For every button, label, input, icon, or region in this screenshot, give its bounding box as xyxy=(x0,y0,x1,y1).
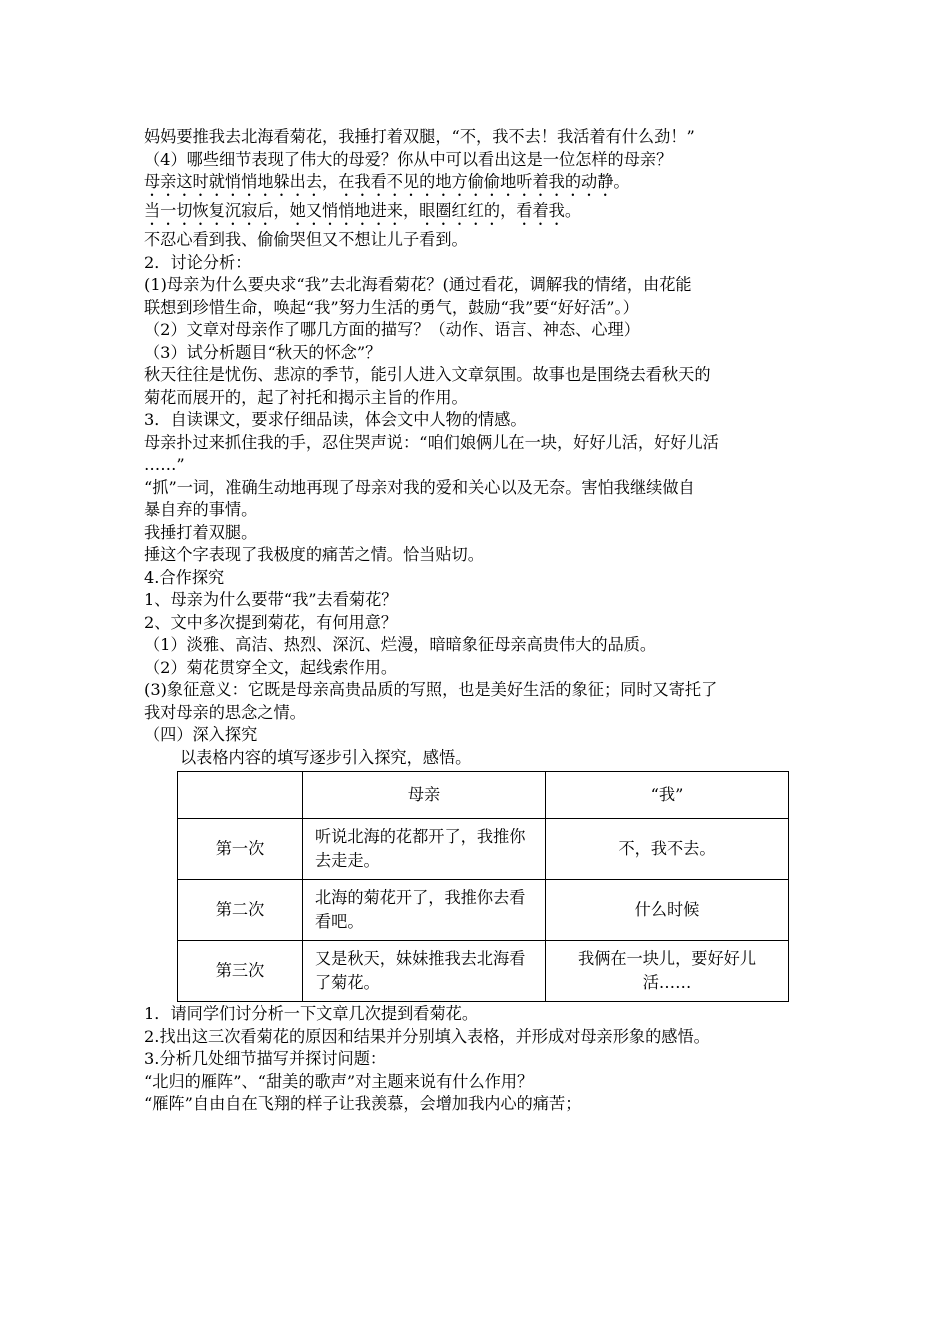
text-line: ……” xyxy=(144,455,185,474)
table-intro: 以表格内容的填写逐步引入探究，感悟。 xyxy=(180,747,472,767)
table-header-cell: 母亲 xyxy=(303,772,546,819)
table-cell: 不，我不去。 xyxy=(546,819,789,880)
text-line: （3）试分析题目“秋天的怀念”？ xyxy=(144,342,382,362)
table-cell: 第三次 xyxy=(178,941,303,1002)
section-heading: （四）深入探究 xyxy=(144,725,258,744)
text-line: (1)母亲为什么要央求“我”去北海看菊花？(通过看花，调解我的情绪，由花能 xyxy=(144,275,692,294)
text-line: 3.分析几处细节描写并探讨问题： xyxy=(144,1049,387,1068)
table-cell: 什么时候 xyxy=(546,880,789,941)
text-line: （4）哪些细节表现了伟大的母爱？你从中可以看出这是一位怎样的母亲？ xyxy=(144,149,673,169)
text-line: (3)象征意义：它既是母亲高贵品质的写照，也是美好生活的象征；同时又寄托了 xyxy=(144,680,718,699)
table-row xyxy=(178,819,789,880)
section-heading: 3．自读课文，要求仔细品读，体会文中人物的情感。 xyxy=(144,410,527,429)
text-line: 我捶打着双腿。 xyxy=(144,522,258,542)
table-cell: 北海的菊花开了，我推你去看看吧。 xyxy=(303,880,546,941)
text-line: 捶这个字表现了我极度的痛苦之情。恰当贴切。 xyxy=(144,545,484,564)
text-line: 1、母亲为什么要带“我”去看菊花？ xyxy=(144,590,398,609)
table-cell: 第一次 xyxy=(178,819,303,880)
text-line: 菊花而展开的，起了衬托和揭示主旨的作用。 xyxy=(144,387,468,407)
text-line: 母亲这时就悄悄地躲出去，在我看不见的地方偷偷地听着我的动静。 xyxy=(144,172,630,191)
document-page xyxy=(144,126,814,1116)
text-line: 当一切恢复沉寂后，她又悄悄地进来，眼圈红红的，看着我。 xyxy=(144,201,582,220)
table-cell: 第二次 xyxy=(178,880,303,941)
text-line: 2、文中多次提到菊花，有何用意？ xyxy=(144,612,398,632)
text-line: 暴自弃的事情。 xyxy=(144,500,258,519)
table-row xyxy=(178,880,789,941)
section-heading: 4.合作探究 xyxy=(144,567,225,587)
table-cell: 听说北海的花都开了，我推你去走走。 xyxy=(303,819,546,880)
text-line: 我对母亲的思念之情。 xyxy=(144,702,306,722)
text-line: 不忍心看到我、偷偷哭但又不想让儿子看到。 xyxy=(144,230,468,249)
table-row xyxy=(178,941,789,1002)
table-cell: 又是秋天，妹妹推我去北海看了菊花。 xyxy=(303,941,546,1002)
table-header-cell xyxy=(178,772,303,819)
text-line: 1．请同学们讨分析一下文章几次提到看菊花。 xyxy=(144,1004,479,1023)
comparison-table xyxy=(177,771,789,1002)
table-cell: 我俩在一块儿，要好好儿活…… xyxy=(546,941,789,1002)
body-text-bottom xyxy=(144,1003,814,1116)
text-line: （2）文章对母亲作了哪几方面的描写？（动作、语言、神态、心理） xyxy=(144,320,640,339)
text-line: （1）淡雅、高洁、热烈、深沉、烂漫，暗暗象征母亲高贵伟大的品质。 xyxy=(144,635,657,654)
section-heading: 2．讨论分析： xyxy=(144,252,252,272)
text-line: “雁阵”自由自在飞翔的样子让我羡慕，会增加我内心的痛苦； xyxy=(144,1094,582,1113)
text-line: 联想到珍惜生命，唤起“我”努力生活的勇气，鼓励“我”要“好好活”。） xyxy=(144,297,639,317)
body-text-top xyxy=(144,126,814,747)
table-header-row xyxy=(178,772,789,819)
text-line: 妈妈要推我去北海看菊花，我捶打着双腿，“不，我不去！我活着有什么劲！” xyxy=(144,127,695,146)
table-header-cell: “我” xyxy=(546,772,789,819)
text-line: “抓”一词，准确生动地再现了母亲对我的爱和关心以及无奈。害怕我继续做自 xyxy=(144,477,695,497)
text-line: （2）菊花贯穿全文，起线索作用。 xyxy=(144,657,398,677)
text-line: 母亲扑过来抓住我的手，忍住哭声说：“咱们娘俩儿在一块，好好儿活，好好儿活 xyxy=(144,432,719,452)
text-line: 2.找出这三次看菊花的原因和结果并分别填入表格，并形成对母亲形象的感悟。 xyxy=(144,1026,710,1046)
text-line: 秋天往往是忧伤、悲凉的季节，能引人进入文章氛围。故事也是围绕去看秋天的 xyxy=(144,365,711,384)
text-line: “北归的雁阵”、“甜美的歌声”对主题来说有什么作用？ xyxy=(144,1071,534,1091)
